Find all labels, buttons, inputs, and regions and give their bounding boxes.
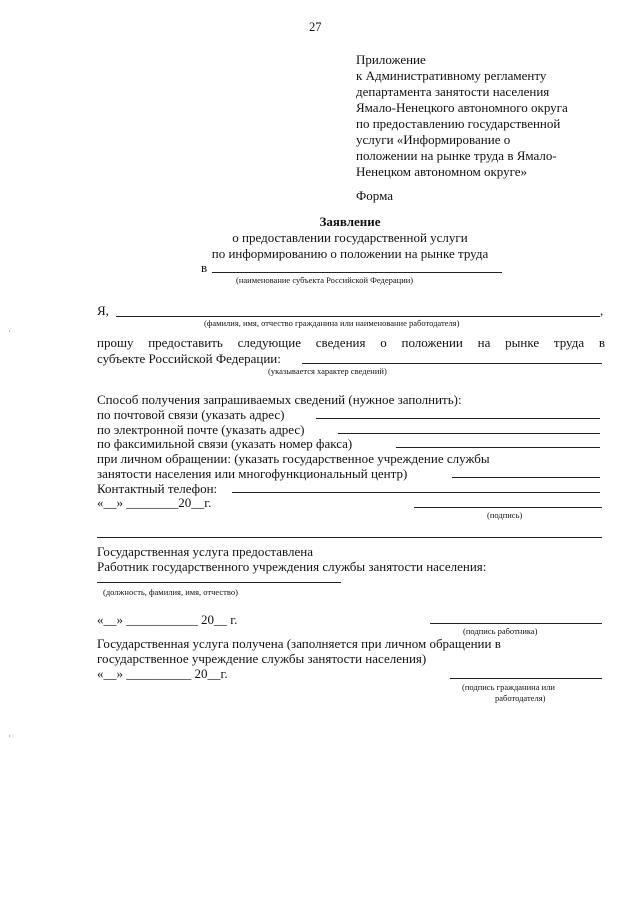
appendix-line-1: Приложение xyxy=(356,52,426,67)
applicant-field-line[interactable] xyxy=(116,316,600,317)
applicant-date[interactable]: «__» ________20__г. xyxy=(97,495,212,510)
applicant-signature-line[interactable] xyxy=(414,507,602,508)
method-heading: Способ получения запрашиваемых сведений (нужное заполнить): xyxy=(97,392,462,407)
appendix-line-7: положении на рынке труда в Ямало- xyxy=(356,148,557,163)
appendix-line-6: услуги «Информирование о xyxy=(356,132,511,147)
appendix-line-2: к Административному регламенту xyxy=(356,68,547,83)
appendix-line-8: Ненецком автономном округе» xyxy=(356,164,528,179)
received-line-1: Государственная услуга получена (заполняется при личном обращении в xyxy=(97,636,501,651)
document-heading: Заявление xyxy=(319,214,381,229)
worker-signature-line[interactable] xyxy=(430,623,602,624)
method-fax: по факсимильной связи (указать номер факса) xyxy=(97,436,353,451)
received-line-2: государственное учреждение службы занятости населения) xyxy=(97,651,427,666)
provided-line-1: Государственная услуга предоставлена xyxy=(97,544,313,559)
appendix-line-3: департамента занятости населения xyxy=(356,84,550,99)
citizen-signature-caption-1: (подпись гражданина или xyxy=(462,682,555,692)
applicant-prefix: Я, xyxy=(97,303,109,318)
post-address-line[interactable] xyxy=(316,418,600,419)
request-line-2: субъекте Российской Федерации: xyxy=(97,351,281,366)
phone-line[interactable] xyxy=(232,492,600,493)
provided-line-2: Работник государственного учреждения службы занятости населения: xyxy=(97,559,487,574)
scan-mark xyxy=(9,330,10,332)
email-address-line[interactable] xyxy=(338,433,600,434)
worker-field-line[interactable] xyxy=(97,582,341,583)
citizen-signature-caption-2: работодателя) xyxy=(495,693,546,703)
form-label: Форма xyxy=(356,188,393,203)
method-phone: Контактный телефон: xyxy=(97,481,218,496)
citizen-signature-line[interactable] xyxy=(450,678,602,679)
title-line-2: по информированию о положении на рынке труда xyxy=(211,246,489,261)
appendix-line-4: Ямало-Ненецкого автономного округа xyxy=(356,100,568,115)
subject-caption: (наименование субъекта Российской Федерации) xyxy=(236,275,414,285)
personal-institution-line[interactable] xyxy=(452,477,600,478)
scan-mark xyxy=(9,735,10,737)
section-divider xyxy=(97,537,602,538)
fax-number-line[interactable] xyxy=(396,447,600,448)
request-caption: (указывается характер сведений) xyxy=(268,366,387,376)
applicant-signature-caption: (подпись) xyxy=(487,510,523,520)
method-personal-1: при личном обращении: (указать государственное учреждение службы xyxy=(97,451,490,466)
appendix-line-5: по предоставлению государственной xyxy=(356,116,561,131)
subject-field-line[interactable] xyxy=(212,272,502,273)
received-date[interactable]: «__» __________ 20__г. xyxy=(97,666,228,681)
page-number: 27 xyxy=(309,20,322,34)
subject-prefix: в xyxy=(201,260,208,275)
provided-date[interactable]: «__» ___________ 20__ г. xyxy=(97,612,238,627)
method-personal-2: занятости населения или многофункциональный центр) xyxy=(97,466,408,481)
worker-signature-caption: (подпись работника) xyxy=(463,626,538,636)
worker-caption: (должность, фамилия, имя, отчество) xyxy=(103,587,238,597)
request-field-line[interactable] xyxy=(302,363,602,364)
applicant-caption: (фамилия, имя, отчество гражданина или наименование работодателя) xyxy=(204,318,460,328)
title-line-1: о предоставлении государственной услуги xyxy=(232,230,468,245)
method-email: по электронной почте (указать адрес) xyxy=(97,422,305,437)
applicant-comma: , xyxy=(600,303,604,318)
method-post: по почтовой связи (указать адрес) xyxy=(97,407,285,422)
request-line-1: прошу предоставить следующие сведения о положении на рынке труда в xyxy=(97,335,605,350)
